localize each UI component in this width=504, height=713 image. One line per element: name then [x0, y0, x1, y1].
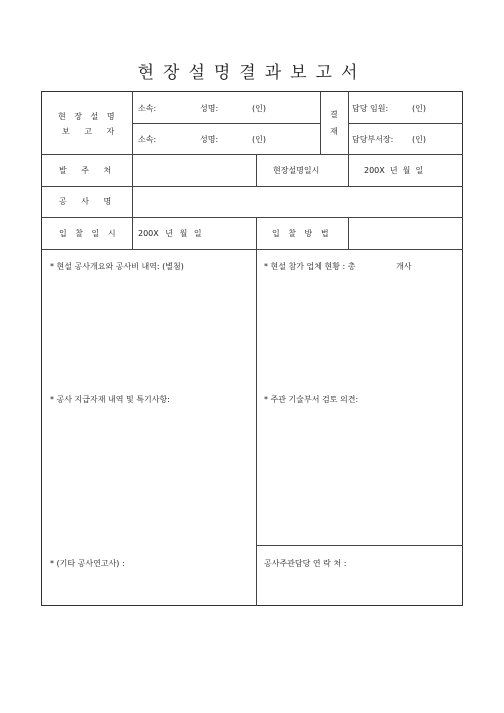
reporter2-seal: (인)	[252, 135, 266, 144]
site-briefing-date-value: 200X 년 월 일	[364, 166, 424, 175]
row-divider	[42, 186, 463, 187]
reporter1-affiliation: 소속:	[138, 104, 157, 113]
bid-method-label: 입 찰 방 법	[272, 229, 332, 238]
bid-date-label: 입 찰 일 시	[59, 229, 119, 238]
overview-section-label: * 현설 공사개요와 공사비 내역: (별첨)	[50, 262, 184, 271]
column-divider	[348, 217, 349, 249]
other-section-label: * (기타 공사연고사) :	[50, 559, 125, 568]
materials-section-label: * 공사 지급자재 내역 및 특기사항:	[50, 395, 170, 404]
participants-section-label: * 현설 참가 업체 현황 : 총	[264, 262, 356, 271]
approver1-seal: (인)	[412, 104, 426, 113]
project-name-label: 공 사 명	[59, 197, 118, 206]
approval-label: 결	[330, 110, 338, 119]
report-form	[41, 91, 463, 606]
approval-label-2: 재	[330, 127, 338, 136]
client-label: 발 주 처	[59, 166, 118, 175]
column-divider	[348, 154, 349, 186]
reporter1-seal: (인)	[252, 104, 266, 113]
row-divider	[42, 249, 463, 250]
reporter2-affiliation: 소속:	[138, 135, 157, 144]
column-divider	[348, 92, 349, 154]
reporter-label-2: 보 고 자	[62, 127, 121, 136]
approver1-label: 담당 임원:	[352, 104, 389, 113]
column-divider	[256, 249, 257, 606]
participants-count-unit: 개사	[396, 262, 412, 271]
column-divider	[256, 217, 257, 249]
approver2-label: 담당부서장:	[352, 135, 394, 144]
reporter1-name: 성명:	[200, 104, 219, 113]
column-divider	[320, 92, 321, 154]
row-divider	[256, 545, 463, 546]
site-briefing-date-label: 현장설명일시	[273, 166, 320, 175]
contact-section-label: 공사주관담당 연 락 처 :	[264, 559, 347, 568]
bid-date-value: 200X 년 월 일	[138, 229, 202, 238]
row-divider	[348, 123, 463, 124]
row-divider	[132, 123, 320, 124]
approver2-seal: (인)	[412, 135, 426, 144]
page-title: 현장설명결과보고서	[137, 63, 367, 83]
row-divider	[42, 217, 463, 218]
row-divider	[42, 154, 463, 155]
reporter-label: 현 장 설 명	[58, 112, 118, 121]
column-divider	[132, 92, 133, 249]
review-section-label: * 주관 기술부서 검토 의견:	[264, 395, 359, 404]
reporter2-name: 성명:	[200, 135, 219, 144]
column-divider	[256, 154, 257, 186]
